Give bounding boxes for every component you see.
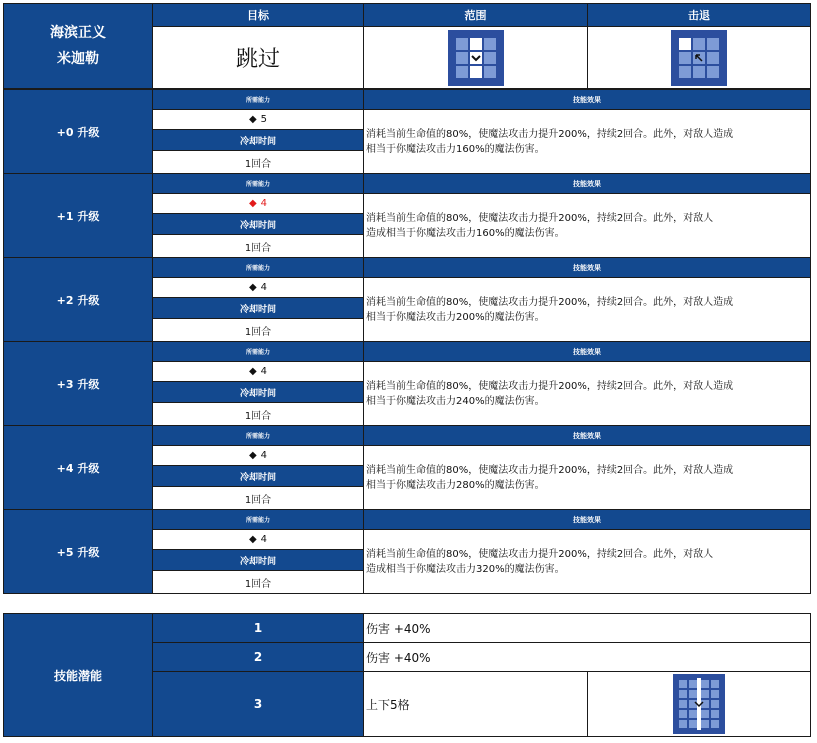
diamond-icon: ◆	[248, 366, 257, 377]
character-name-cell	[3, 3, 153, 89]
diamond-icon: ◆	[248, 198, 257, 209]
effect-label: 技能效果	[363, 425, 811, 446]
effect-line: 相当于你魔法攻击力280%的魔法伤害。	[366, 479, 545, 491]
effect-text	[363, 109, 811, 174]
cooldown-label: 冷却时间	[152, 129, 364, 151]
cost-value: 4	[260, 450, 268, 461]
effect-line: 相当于你魔法攻击力240%的魔法伤害。	[366, 395, 545, 407]
cost-cell	[152, 529, 364, 550]
effect-line: 消耗当前生命值的80%，使魔法攻击力提升200%，持续2回合。此外，对敌人造成	[366, 380, 734, 392]
cost-value: 5	[260, 114, 268, 125]
cost-cell	[152, 361, 364, 382]
knockback-grid-icon	[671, 30, 727, 86]
cost-value: 4	[260, 198, 268, 209]
effect-line: 相当于你魔法攻击力200%的魔法伤害。	[366, 311, 545, 323]
cost-value: 4	[260, 282, 268, 293]
cost-cell	[152, 193, 364, 214]
effect-label: 技能效果	[363, 257, 811, 278]
effect-label: 技能效果	[363, 89, 811, 110]
range-grid-icon	[448, 30, 504, 86]
effect-text	[363, 445, 811, 510]
cooldown-label: 冷却时间	[152, 213, 364, 235]
level-label: +1 升级	[3, 173, 153, 258]
cooldown-value: 1回合	[152, 402, 364, 426]
effect-text	[363, 529, 811, 594]
cooldown-label: 冷却时间	[152, 465, 364, 487]
cost-label: 所需能力	[152, 89, 364, 110]
potential-value: 伤害 +40%	[363, 613, 811, 643]
cooldown-value: 1回合	[152, 150, 364, 174]
cost-cell	[152, 109, 364, 130]
effect-text	[363, 361, 811, 426]
col-header-range: 范围	[363, 3, 588, 27]
effect-label: 技能效果	[363, 509, 811, 530]
effect-line: 消耗当前生命值的80%，使魔法攻击力提升200%，持续2回合。此外，对敌人	[366, 212, 714, 224]
potential-num: 2	[152, 642, 364, 672]
cooldown-label: 冷却时间	[152, 297, 364, 319]
cost-label: 所需能力	[152, 341, 364, 362]
cost-label: 所需能力	[152, 509, 364, 530]
level-label: +2 升级	[3, 257, 153, 342]
cooldown-value: 1回合	[152, 318, 364, 342]
cooldown-value: 1回合	[152, 234, 364, 258]
effect-line: 消耗当前生命值的80%，使魔法攻击力提升200%，持续2回合。此外，对敌人造成	[366, 296, 734, 308]
effect-label: 技能效果	[363, 173, 811, 194]
level-label: +5 升级	[3, 509, 153, 594]
character-name: 米迦勒	[57, 51, 99, 67]
effect-line: 消耗当前生命值的80%，使魔法攻击力提升200%，持续2回合。此外，对敌人造成	[366, 464, 734, 476]
vertical-range-grid-icon	[673, 674, 725, 734]
diamond-icon: ◆	[248, 282, 257, 293]
cost-label: 所需能力	[152, 425, 364, 446]
effect-text	[363, 193, 811, 258]
level-label: +3 升级	[3, 341, 153, 426]
diamond-icon: ◆	[248, 114, 257, 125]
cost-cell	[152, 277, 364, 298]
potential-range-cell	[587, 671, 811, 737]
col-header-knockback: 击退	[587, 3, 811, 27]
cost-cell	[152, 445, 364, 466]
diamond-icon: ◆	[248, 534, 257, 545]
knockback-cell	[587, 26, 811, 89]
potential-num: 1	[152, 613, 364, 643]
cost-label: 所需能力	[152, 173, 364, 194]
effect-line: 造成相当于你魔法攻击力160%的魔法伤害。	[366, 227, 565, 239]
col-header-target: 目标	[152, 3, 364, 27]
level-label: +4 升级	[3, 425, 153, 510]
effect-line: 消耗当前生命值的80%，使魔法攻击力提升200%，持续2回合。此外，对敌人	[366, 548, 714, 560]
potential-value: 上下5格	[363, 671, 588, 737]
potential-label: 技能潜能	[3, 613, 153, 737]
character-title: 海滨正义	[50, 25, 106, 41]
potential-value: 伤害 +40%	[363, 642, 811, 672]
effect-line: 造成相当于你魔法攻击力320%的魔法伤害。	[366, 563, 565, 575]
level-label: +0 升级	[3, 89, 153, 174]
cooldown-label: 冷却时间	[152, 381, 364, 403]
cost-label: 所需能力	[152, 257, 364, 278]
cooldown-value: 1回合	[152, 486, 364, 510]
effect-line: 消耗当前生命值的80%，使魔法攻击力提升200%，持续2回合。此外，对敌人造成	[366, 128, 734, 140]
target-value: 跳过	[152, 26, 364, 89]
cooldown-value: 1回合	[152, 570, 364, 594]
effect-text	[363, 277, 811, 342]
effect-label: 技能效果	[363, 341, 811, 362]
potential-num: 3	[152, 671, 364, 737]
cost-value: 4	[260, 366, 268, 377]
range-cell	[363, 26, 588, 89]
cooldown-label: 冷却时间	[152, 549, 364, 571]
effect-line: 相当于你魔法攻击力160%的魔法伤害。	[366, 143, 545, 155]
diamond-icon: ◆	[248, 450, 257, 461]
cost-value: 4	[260, 534, 268, 545]
